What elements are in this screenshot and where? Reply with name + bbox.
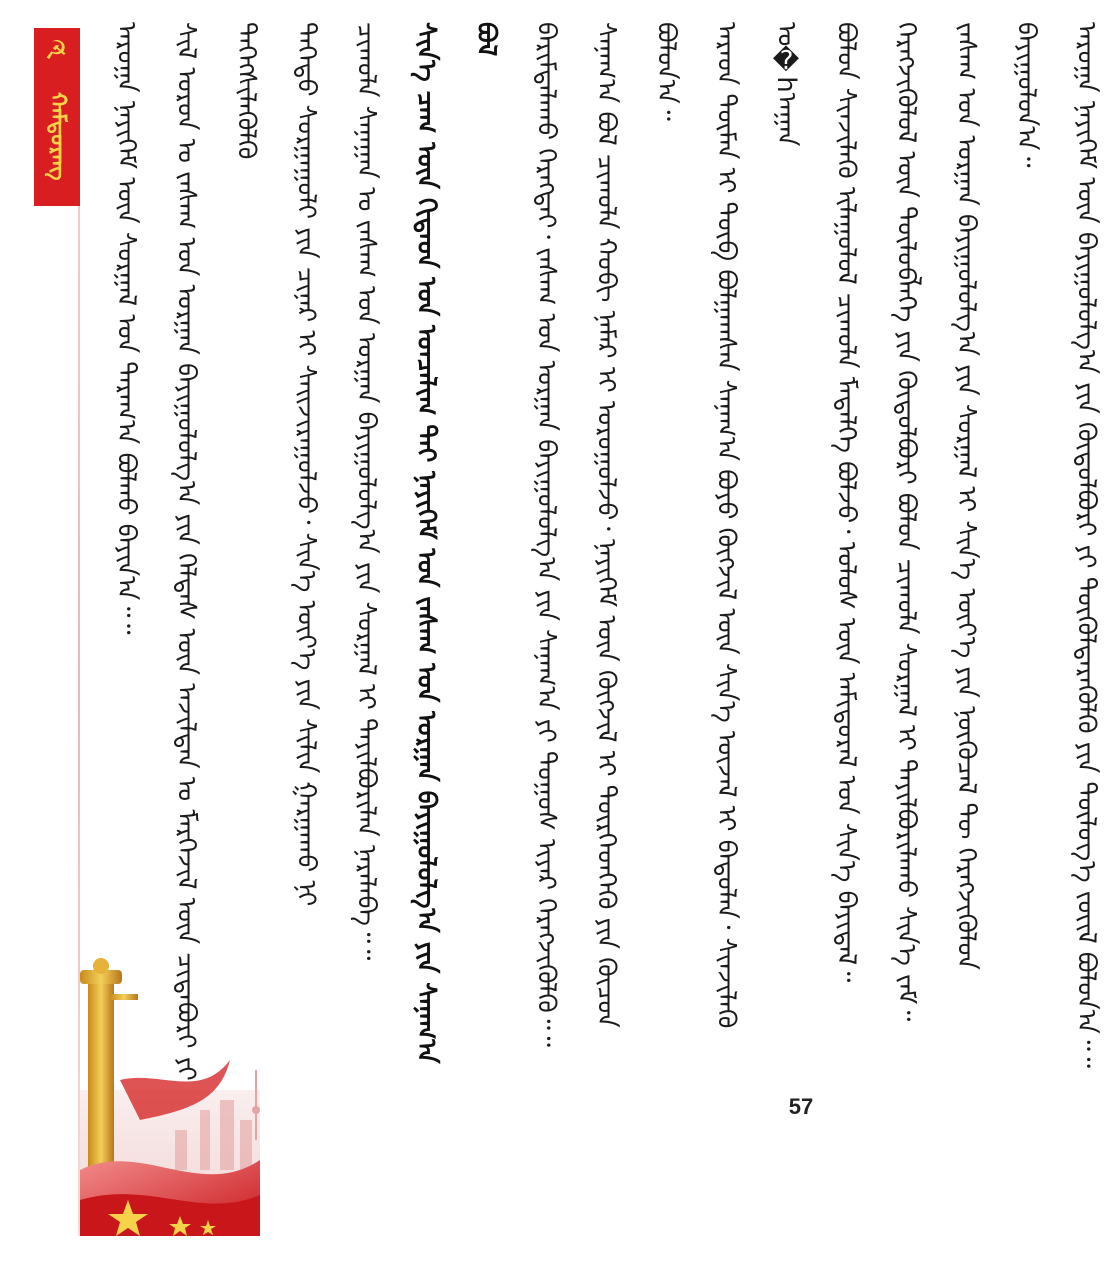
text-column: ᠬᠡᠷᠡᠭᠵᠢᠭᠦᠯᠦᠯ ᠦᠨ ᠲᠥᠯᠦᠪᠯᠡᠭᠡ ᠶᠢᠨ ᠬᠥᠲᠦᠯᠪᠦᠷᠢ ᠪᠣᠯᠤᠨ ᠴᠢᠬᠤᠯᠠ ᠰᠤᠷᠭᠠᠯ ᠢ ᠲᠠᠶᠢᠯᠪᠤᠷᠢᠯᠠᠬᠤ ᠰᠢᠨ᠎ᠡ ᠵᠠᠮ᠃	[891, 22, 921, 1022]
text-column: ᠠᠷᠤᠭᠠ ᠨᠡᠶᠢᠭᠡᠮ ᠦᠨ ᠰᠤᠷᠭᠠᠯ ᠤᠨ ᠳᠠᠷᠠᠭ᠎ᠠ ᠪᠤᠯᠬᠤ ᠪᠠᠶᠢᠨ᠎ᠠ᠃᠃	[111, 22, 141, 635]
chapter-label-text: ᠬᠠᠮᠲᠤᠷᠠᠩ	[45, 91, 70, 181]
text-column: ᠪᠣᠯᠤᠨ ᠰᠢᠨᠵᠢᠯᠡᠬᠦ ᠢᠯᠠᠭᠤᠯᠤᠯ ᠴᠢᠬᠤᠯᠠ ᠮᠡᠳᠡᠯᠭᠡ ᠪᠣᠯᠵᠤ᠂ ᠤᠯᠤᠰ ᠦᠨ ᠠᠮᠢᠳᠤᠷᠠᠯ ᠤᠨ ᠰᠢᠨ᠎ᠡ ᠪᠠᠶᠢᠳᠠᠯ᠃	[831, 22, 861, 983]
party-emblem-icon: ☭	[44, 36, 68, 66]
text-column: ᠰᠢᠯ ᠣᠷᠣᠨ ᠤ ᠵᠠᠰᠠᠭ ᠤᠨ ᠣᠷᠭᠠᠨ ᠪᠠᠶᠢᠭᠤᠯᠤᠯᠭ᠎ᠠ ᠶᠢᠨ ᠬᠡᠯᠲᠡᠰ ᠦᠨ ᠠᠵᠢᠯᠲᠠᠨ ᠤ ᠮᠡᠷᠭᠡᠵᠢᠯ ᠦᠨ ᠴᠢᠳᠠᠪᠤᠷᠢ ᠶᠢ ᠳᠡᠭᠡᠭᠰᠢᠯᠡᠭᠦᠯᠬᠦ	[171, 22, 261, 1081]
page-number: 57	[788, 1094, 814, 1119]
section-title-column: ᠰᠢᠨ᠎ᠡ ᠴᠠᠭ ᠦᠨ ᠬᠢᠲᠠᠳ ᠤᠨ ᠣᠨᠴᠠᠯᠢᠭ ᠲᠠᠢ ᠨᠡᠶᠢᠭᠡᠮ ᠤᠨ ᠵᠠᠰᠠᠭ ᠤᠨ ᠣᠷᠭᠠᠨ ᠪᠠᠶᠢᠭᠤᠯᠤᠯᠭ᠎ᠠ ᠶᠢᠨ ᠰᠠᠨᠠᠭ᠎ᠠ ᠪᠤᠯ	[411, 22, 501, 1064]
text-column: ᠳᠡᠭᠡᠳᠦ ᠰᠤᠷᠭᠠᠭᠤᠯᠢ ᠶᠢᠨ ᠴᠢᠨᠠᠷ ᠢ ᠰᠠᠢᠵᠢᠷᠠᠭᠤᠯᠵᠤ᠂ ᠰᠢᠨ᠎ᠡ ᠦᠶ᠎ᠡ ᠶᠢᠨ ᠰᠢᠯᠢᠨ ᠭᠠᠷᠭᠠᠬᠤ ᠨᠢ	[291, 22, 321, 907]
text-column: ᠠᠷᠠᠳ ᠲᠦᠮᠡᠨ ᠢ ᠲᠦᠪ ᠪᠣᠯᠭᠠᠭᠰᠠᠨ ᠰᠠᠨᠠᠭ᠎ᠠ ᠪᠤᠶᠤ ᠬᠥᠭᠵᠢᠯ ᠦᠨ ᠰᠢᠨ᠎ᠡ ᠦᠵᠡᠯ ᠢ ᠪᠠᠲᠤᠯᠠᠨ᠂ ᠰᠢᠨᠵᠢᠯᠡᠬᠦ ᠤ�hᠠᠭᠠᠨ	[711, 22, 801, 1029]
text-column: ᠪᠠᠷᠢᠮᠲᠠᠯᠠᠬᠤ ᠬᠡᠷᠡᠭᠲᠡᠢ᠂ ᠵᠠᠰᠠᠭ ᠤᠨ ᠣᠷᠭᠠᠨ ᠪᠠᠶᠢᠭᠤᠯᠤᠯᠭ᠎ᠠ ᠶᠢᠨ ᠰᠠᠨᠠᠭ᠎ᠠ ᠶᠢ ᠲᠤᠭᠤᠰ ᠢᠶᠡᠷ ᠬᠡᠷᠡᠭᠵᠢᠭᠦᠯᠬᠦ᠃᠃	[531, 22, 561, 1047]
text-column: ᠠᠷᠤᠭᠠ ᠨᠡᠶᠢᠭᠡᠮ ᠦᠨ ᠪᠠᠶᠢᠭᠤᠯᠤᠯᠭ᠎ᠠ ᠶᠢᠨ ᠬᠥᠲᠦᠯᠪᠦᠷᠢ ᠶᠢ ᠲᠥᠭᠦᠯᠳᠡᠷᠡᠭᠦᠯᠬᠦ ᠶᠢᠨ ᠲᠥᠯᠦᠭ᠎ᠡ ᠵᠦᠢᠯ ᠪᠣᠯᠤᠨ᠎ᠠ᠃᠃	[1071, 22, 1101, 1068]
text-column: ᠵᠠᠰᠠᠭ ᠤᠨ ᠣᠷᠭᠠᠨ ᠪᠠᠶᠢᠭᠤᠯᠤᠯᠭ᠎ᠠ ᠶᠢᠨ ᠰᠤᠷᠭᠠᠯ ᠢ ᠰᠢᠨ᠎ᠡ ᠦᠶ᠎ᠡ ᠶᠢᠨ ᠨᠥᠬᠦᠴᠡᠯ ᠲᠦ ᠬᠡᠷᠡᠭᠵᠢᠭᠦᠯᠦᠨ ᠪᠠᠶᠢᠭᠤᠯᠤᠨ᠎ᠠ᠃	[951, 22, 1041, 970]
text-column: ᠰᠠᠨᠠᠭ᠎ᠠ ᠪᠤᠯ ᠴᠢᠬᠤᠯᠠ ᠬᠤᠪᠢ ᠨᠡᠮᠡᠷ ᠢ ᠣᠷᠤᠭᠤᠯᠵᠤ᠂ ᠨᠡᠶᠢᠭᠡᠮ ᠦᠨ ᠬᠥᠭᠵᠢᠯ ᠢ ᠲᠦᠷᠭᠡᠳᠬᠡᠬᠦ ᠶᠢᠨ ᠬᠦᠴᠦᠨ ᠪᠤᠯᠤᠨ᠎ᠠ᠃	[591, 22, 681, 1028]
chapter-label	[38, 76, 76, 196]
body-text	[96, 22, 1101, 1102]
text-column: ᠴᠢᠬᠤᠯᠠ ᠰᠠᠨᠠᠭᠠᠨ ᠤ ᠵᠠᠰᠠᠭ ᠤᠨ ᠣᠷᠭᠠᠨ ᠪᠠᠶᠢᠭᠤᠯᠤᠯᠭ᠎ᠠ ᠶᠢᠨ ᠰᠤᠷᠭᠠᠯ ᠢ ᠲᠠᠶᠢᠯᠪᠤᠷᠢᠯᠠᠨ ᠨᠡᠷᠡᠯᠡᠪᠡ᠃᠃	[351, 22, 381, 961]
